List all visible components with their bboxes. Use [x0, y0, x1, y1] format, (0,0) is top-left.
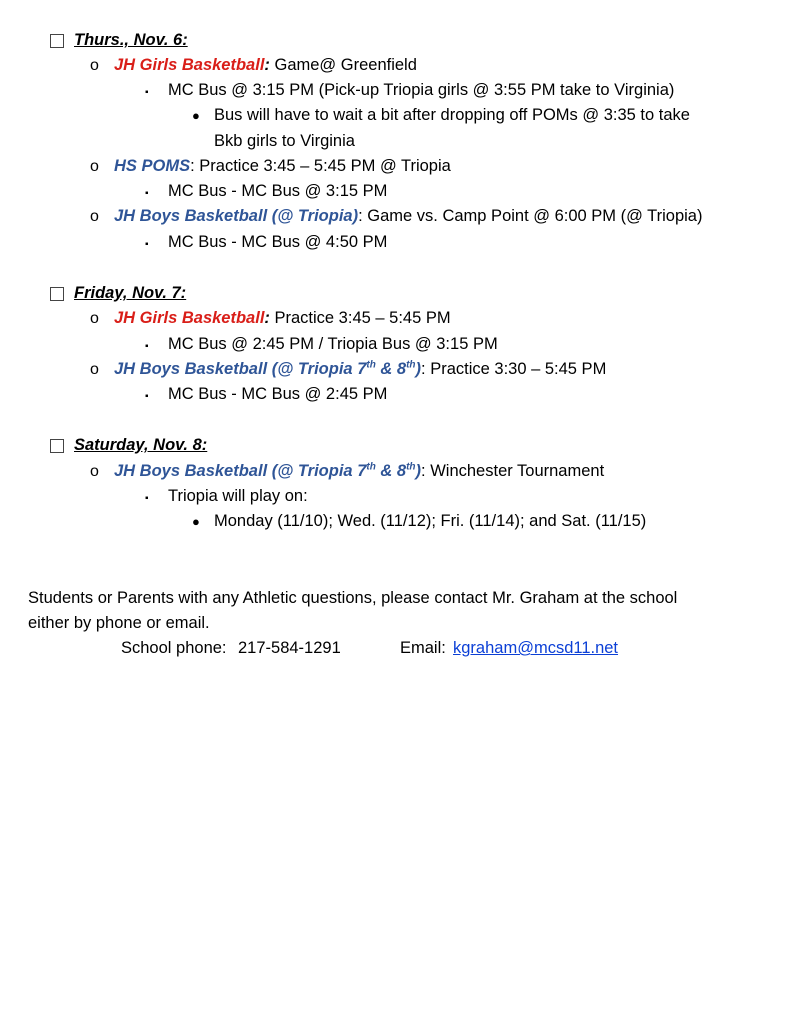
contact-text: Students or Parents with any Athletic questions, please contact Mr. Graham at the school	[28, 589, 678, 607]
phone-number: 217-584-1291	[238, 639, 341, 657]
event-detail: : Winchester Tournament	[421, 462, 605, 480]
bus-info: MC Bus - MC Bus @ 2:45 PM	[168, 385, 388, 403]
circle-bullet-icon: o	[90, 57, 99, 74]
contact-text-continued: either by phone or email.	[28, 614, 210, 632]
square-bullet-icon: ▪	[145, 239, 149, 250]
bus-info: MC Bus - MC Bus @ 3:15 PM	[168, 182, 388, 200]
list-item	[192, 509, 647, 534]
day-title: Thurs., Nov. 6:	[74, 31, 188, 49]
checkbox-icon	[50, 34, 64, 48]
team-name: JH Girls Basketball	[114, 309, 265, 327]
event-detail: : Practice 3:30 – 5:45 PM	[421, 360, 607, 378]
bus-info: MC Bus @ 3:15 PM (Pick-up Triopia girls @ 3:55 PM take to Virginia)	[168, 81, 675, 99]
note-text-continued: Bkb girls to Virginia	[214, 132, 355, 150]
list-item	[145, 179, 388, 204]
circle-bullet-icon: o	[90, 361, 99, 378]
team-name: JH Girls Basketball	[114, 56, 265, 74]
circle-bullet-icon: o	[90, 463, 99, 480]
phone-label: School phone:	[121, 639, 227, 657]
event-detail: : Practice 3:45 – 5:45 PM @ Triopia	[190, 157, 451, 175]
team-name: JH Boys Basketball (@ Triopia 7th & 8th)	[114, 461, 422, 480]
circle-bullet-icon: o	[90, 208, 99, 225]
note-text: Bus will have to wait a bit after dropping off POMs @ 3:35 to take	[214, 106, 690, 124]
list-item	[192, 103, 690, 128]
list-item: o JH Girls Basketball: Practice 3:45 – 5:45 PM	[90, 309, 451, 327]
list-item	[90, 154, 451, 179]
event-detail: : Game vs. Camp Point @ 6:00 PM (@ Triopia)	[358, 207, 703, 225]
list-item	[145, 230, 388, 255]
dot-bullet-icon: ●	[192, 108, 200, 123]
day-title: Saturday, Nov. 8:	[74, 436, 208, 454]
square-bullet-icon: ▪	[145, 341, 149, 352]
circle-bullet-icon: o	[90, 310, 99, 327]
list-item	[145, 484, 308, 509]
list-item	[90, 357, 607, 382]
team-name: HS POMS	[114, 157, 191, 175]
list-item	[145, 332, 498, 357]
bus-info: MC Bus @ 2:45 PM / Triopia Bus @ 3:15 PM	[168, 335, 498, 353]
square-bullet-icon: ▪	[145, 188, 149, 199]
event-detail: Practice 3:45 – 5:45 PM	[269, 309, 451, 327]
square-bullet-icon: ▪	[145, 391, 149, 402]
list-item	[90, 204, 703, 229]
list-item	[90, 459, 605, 484]
event-detail: Game@ Greenfield	[269, 56, 417, 74]
email-label: Email:	[400, 639, 446, 657]
day-title: Friday, Nov. 7:	[74, 284, 187, 302]
list-item	[145, 382, 388, 407]
square-bullet-icon: ▪	[145, 493, 149, 504]
team-name: JH Boys Basketball (@ Triopia)	[114, 207, 359, 225]
square-bullet-icon: ▪	[145, 87, 149, 98]
team-name: JH Boys Basketball (@ Triopia 7th & 8th)	[114, 359, 422, 378]
checkbox-icon	[50, 287, 64, 301]
dot-bullet-icon: ●	[192, 514, 200, 529]
contact-phone-row	[121, 636, 619, 661]
list-item: o JH Girls Basketball: Game@ Greenfield	[90, 56, 417, 74]
list-item	[145, 78, 675, 103]
circle-bullet-icon: o	[90, 158, 99, 175]
play-info: Triopia will play on:	[168, 487, 308, 505]
bus-info: MC Bus - MC Bus @ 4:50 PM	[168, 233, 388, 251]
play-dates: Monday (11/10); Wed. (11/12); Fri. (11/14); and Sat. (11/15)	[214, 512, 647, 530]
email-link[interactable]: kgraham@mcsd11.net	[453, 639, 619, 657]
checkbox-icon	[50, 439, 64, 453]
